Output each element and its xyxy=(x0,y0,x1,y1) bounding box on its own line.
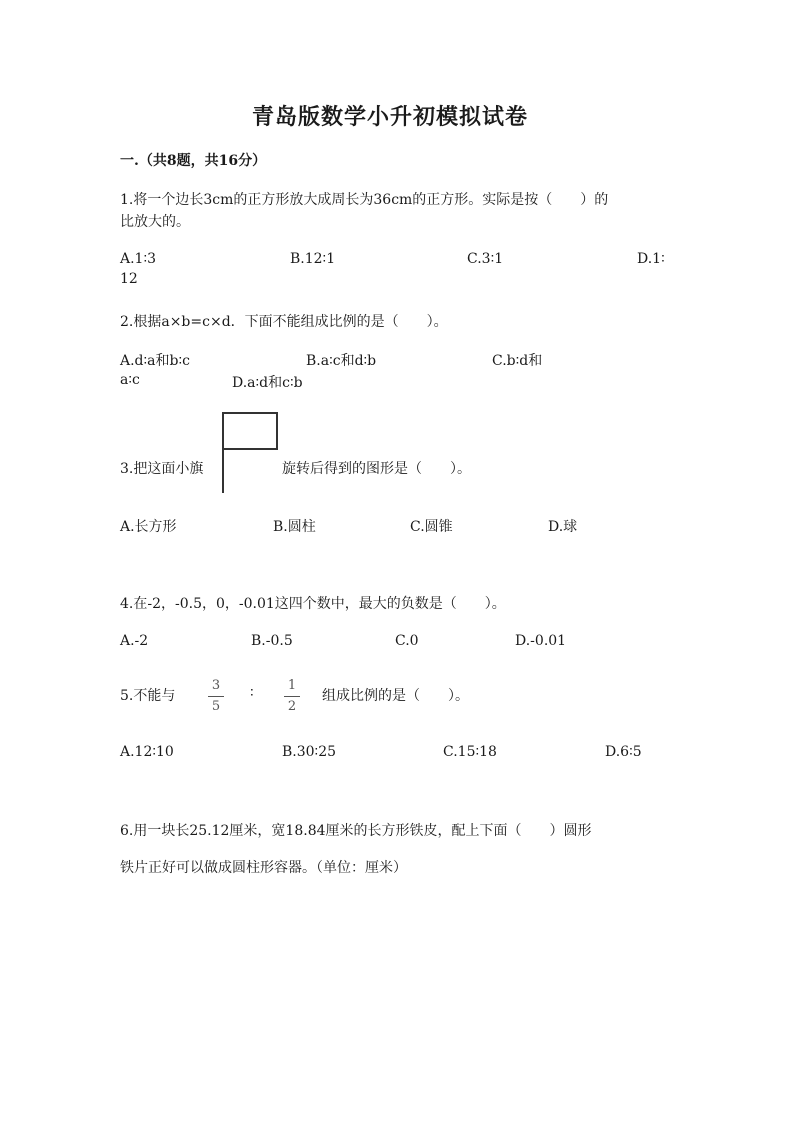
fraction-1-bar xyxy=(208,696,224,697)
fraction-2-numerator: 1 xyxy=(287,678,297,693)
q4-option-b[interactable]: B.-0.5 xyxy=(251,633,293,649)
q2-option-d[interactable]: D.a∶d和c∶b xyxy=(232,375,303,391)
q1-option-d-continued: 12 xyxy=(120,271,138,287)
q3-option-d[interactable]: D.球 xyxy=(548,519,578,535)
q3-option-c[interactable]: C.圆锥 xyxy=(410,519,453,535)
q4-option-a[interactable]: A.-2 xyxy=(120,633,149,649)
q4-option-c[interactable]: C.0 xyxy=(395,633,419,649)
q5-option-b[interactable]: B.30∶25 xyxy=(282,744,337,760)
question-6-line-2: 铁片正好可以做成圆柱形容器。（单位：厘米） xyxy=(120,860,407,876)
question-4: 4.在-2，-0.5，0，-0.01这四个数中，最大的负数是（ ）。 xyxy=(120,596,506,612)
fraction-2-bar xyxy=(284,696,300,697)
q2-option-a[interactable]: A.d∶a和b∶c xyxy=(120,353,190,369)
q2-option-c-continued: a∶c xyxy=(120,372,140,388)
question-5-before: 5.不能与 xyxy=(120,688,176,704)
question-1-line-2: 比放大的。 xyxy=(120,214,190,230)
fraction-three-fifths xyxy=(208,678,224,715)
q5-option-d[interactable]: D.6∶5 xyxy=(605,744,642,760)
fraction-1-numerator: 3 xyxy=(211,678,221,693)
question-5-after: 组成比例的是（ ）。 xyxy=(322,688,469,704)
fraction-2-denominator: 2 xyxy=(287,699,297,714)
q2-option-b[interactable]: B.a∶c和d∶b xyxy=(306,353,377,369)
question-1-line-1: 1.将一个边长3cm的正方形放大成周长为36cm的正方形。实际是按（ ）的 xyxy=(120,192,609,208)
question-2: 2.根据a×b=c×d．下面不能组成比例的是（ ）。 xyxy=(120,314,448,330)
flag-banner xyxy=(223,413,277,449)
q4-option-d[interactable]: D.-0.01 xyxy=(515,633,567,649)
question-6-line-1: 6.用一块长25.12厘米，宽18.84厘米的长方形铁皮，配上下面（ ）圆形 xyxy=(120,823,592,839)
page-title: 青岛版数学小升初模拟试卷 xyxy=(252,104,529,130)
q1-option-c[interactable]: C.3∶1 xyxy=(467,251,504,267)
fraction-one-half xyxy=(284,678,300,715)
question-3-before-figure: 3.把这面小旗 xyxy=(120,461,204,477)
ratio-colon: ∶ xyxy=(250,685,254,701)
q1-option-d[interactable]: D.1∶ xyxy=(637,251,665,267)
q3-option-a[interactable]: A.长方形 xyxy=(120,519,177,535)
section-heading: 一.（共8题，共16分） xyxy=(120,153,267,169)
fraction-1-denominator: 5 xyxy=(211,699,221,714)
q1-option-b[interactable]: B.12∶1 xyxy=(290,251,336,267)
question-3-after-figure: 旋转后得到的图形是（ ）。 xyxy=(282,461,471,477)
q5-option-a[interactable]: A.12∶10 xyxy=(120,744,174,760)
q5-option-c[interactable]: C.15∶18 xyxy=(443,744,497,760)
q1-option-a[interactable]: A.1∶3 xyxy=(120,251,157,267)
flag-figure xyxy=(220,411,280,495)
q3-option-b[interactable]: B.圆柱 xyxy=(273,519,316,535)
q2-option-c[interactable]: C.b∶d和 xyxy=(492,353,543,369)
